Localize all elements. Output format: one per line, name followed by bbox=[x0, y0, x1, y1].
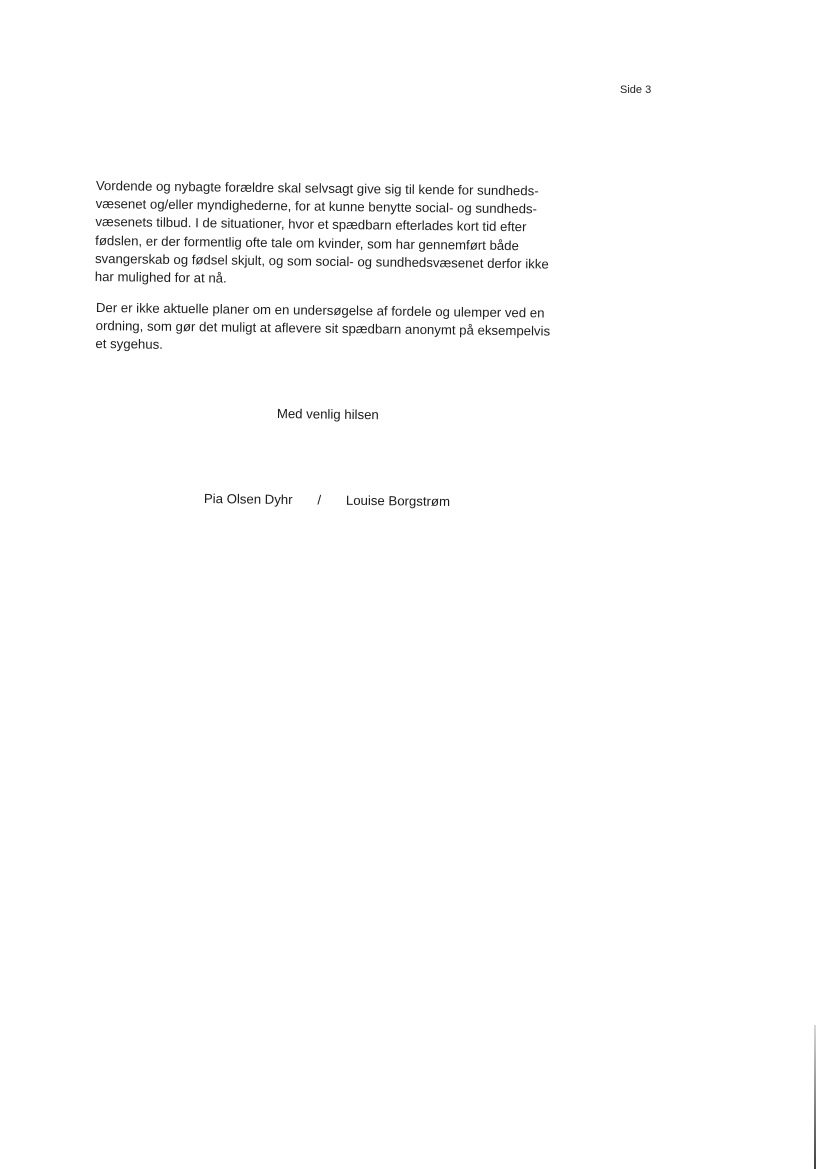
signatory-name: Pia Olsen Dyhr bbox=[203, 491, 293, 508]
paragraph-line: har mulighed for at nå. bbox=[94, 269, 227, 286]
page-number: Side 3 bbox=[620, 84, 652, 96]
closing-greeting: Med venlig hilsen bbox=[276, 406, 379, 423]
paragraph-line: væsenets tilbud. I de situationer, hvor et spædbarn efterlades kort tid efter bbox=[95, 214, 527, 235]
paragraph-line: svangerskab og fødsel skjult, og som social- og sundhedsvæsenet derfor ikke bbox=[94, 250, 549, 272]
body-paragraph-2 bbox=[95, 299, 566, 359]
paragraph-line: væsenet og/eller myndighederne, for at kunne benytte social- og sundheds- bbox=[95, 196, 538, 217]
paragraph-line: Vordende og nybagte forældre skal selvsagt give sig til kende for sundheds- bbox=[95, 177, 539, 199]
paragraph-line: Der er ikke aktuelle planer om en undersøgelse af fordele og ulemper ved en bbox=[95, 299, 545, 321]
paragraph-line: fødslen, er der formentlig ofte tale om kvinder, som har gennemført både bbox=[95, 232, 519, 253]
body-paragraph-1 bbox=[95, 177, 566, 292]
signatory-name: Louise Borgstrøm bbox=[345, 492, 451, 510]
scan-edge-mark bbox=[814, 1025, 816, 1169]
signature-separator: / bbox=[317, 492, 322, 508]
paragraph-line: ordning, som gør det muligt at aflevere sit spædbarn anonymt på eksempelvis bbox=[95, 318, 551, 339]
paragraph-line: et sygehus. bbox=[95, 336, 163, 353]
signature-block bbox=[204, 491, 450, 509]
